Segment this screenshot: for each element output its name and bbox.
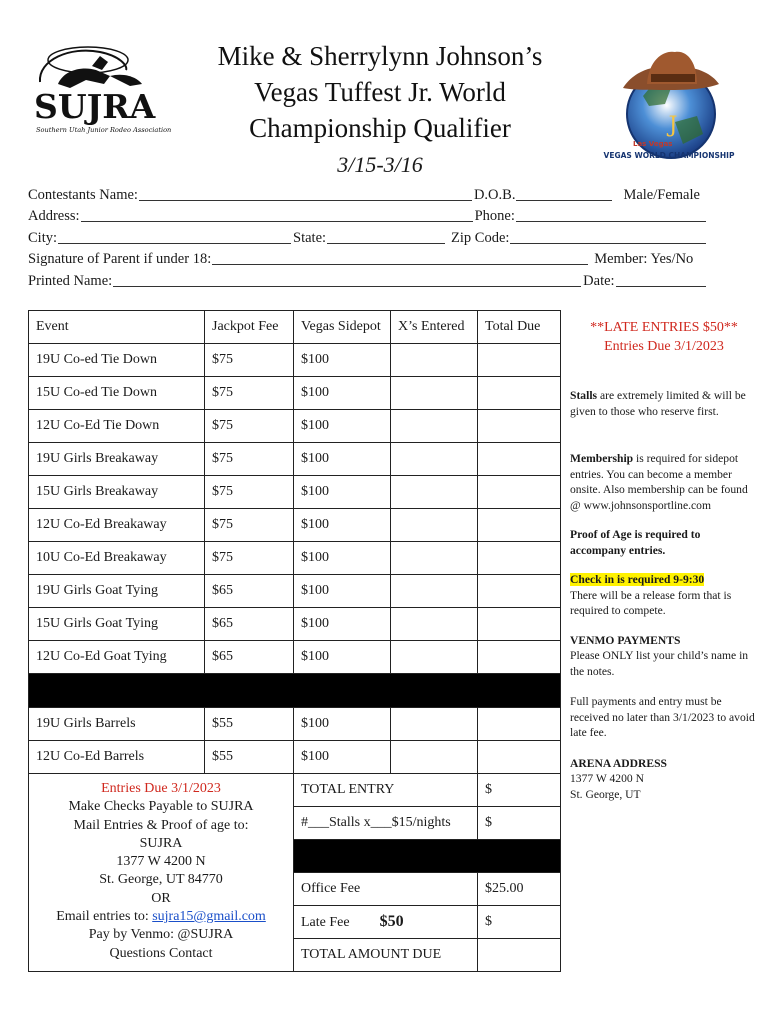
stalls-label[interactable]: #___Stalls x___$15/nights bbox=[294, 807, 478, 840]
member-label[interactable]: Member: Yes/No bbox=[594, 251, 694, 267]
table-row bbox=[29, 443, 561, 476]
state-label: State: bbox=[293, 229, 327, 246]
table-header-row bbox=[29, 311, 561, 344]
full-payment-note: Full payments and entry must be received no later than 3/1/2023 to avoid late fee. bbox=[570, 695, 755, 739]
stalls-value[interactable]: $ bbox=[478, 807, 561, 840]
table-row bbox=[29, 509, 561, 542]
mail-instructions bbox=[29, 774, 294, 972]
entered-cell[interactable] bbox=[391, 509, 478, 542]
dob-field[interactable] bbox=[516, 187, 612, 201]
late-fee-label: Late Fee bbox=[301, 915, 350, 930]
total-due-cell[interactable] bbox=[478, 443, 561, 476]
total-due-cell[interactable] bbox=[478, 708, 561, 741]
table-row bbox=[29, 608, 561, 641]
event-cell: 19U Girls Goat Tying bbox=[29, 575, 205, 608]
mail-or: OR bbox=[151, 890, 171, 906]
sidepot-cell: $100 bbox=[294, 741, 391, 774]
entered-cell[interactable] bbox=[391, 708, 478, 741]
svg-text:J: J bbox=[668, 113, 678, 138]
table-row bbox=[29, 476, 561, 509]
sidepot-cell: $100 bbox=[294, 708, 391, 741]
jackpot-fee-cell: $75 bbox=[205, 377, 294, 410]
table-row bbox=[29, 377, 561, 410]
jackpot-fee-cell: $75 bbox=[205, 509, 294, 542]
checkin-note: Check in is required 9-9:30 bbox=[570, 573, 705, 586]
date-label: Date: bbox=[583, 272, 615, 289]
jackpot-fee-cell: $75 bbox=[205, 443, 294, 476]
jackpot-fee-cell: $65 bbox=[205, 575, 294, 608]
jackpot-fee-cell: $75 bbox=[205, 344, 294, 377]
printed-name-label: Printed Name: bbox=[28, 272, 113, 289]
total-due-cell[interactable] bbox=[478, 476, 561, 509]
jackpot-fee-cell: $75 bbox=[205, 542, 294, 575]
total-due-cell[interactable] bbox=[478, 575, 561, 608]
entered-cell[interactable] bbox=[391, 641, 478, 674]
state-field[interactable] bbox=[327, 230, 445, 244]
logo-text: SUJRA bbox=[34, 87, 156, 126]
email-link[interactable]: sujra15@gmail.com bbox=[152, 909, 266, 925]
divider-row bbox=[29, 674, 561, 708]
event-cell: 15U Girls Breakaway bbox=[29, 476, 205, 509]
printed-name-field[interactable] bbox=[113, 273, 581, 287]
email-label: Email entries to: bbox=[56, 909, 153, 925]
table-row bbox=[29, 575, 561, 608]
late-entries-notice: **LATE ENTRIES $50** bbox=[590, 320, 738, 335]
mail-payable: Make Checks Payable to SUJRA bbox=[68, 799, 254, 815]
event-cell: 15U Co-ed Tie Down bbox=[29, 377, 205, 410]
arena-city: St. George, UT bbox=[570, 787, 641, 801]
logo-tagline: Southern Utah Junior Rodeo Association bbox=[36, 126, 172, 134]
entered-cell[interactable] bbox=[391, 608, 478, 641]
sidepot-cell: $100 bbox=[294, 608, 391, 641]
jackpot-fee-cell: $75 bbox=[205, 476, 294, 509]
total-due-cell[interactable] bbox=[478, 542, 561, 575]
membership-note: Membership is required for sidepot entries. You can become a member onsite. Also membership can be found @ www.johnsonsportline.com bbox=[570, 452, 748, 512]
sidepot-cell: $100 bbox=[294, 344, 391, 377]
sidepot-cell: $100 bbox=[294, 542, 391, 575]
col-jackpot: Jackpot Fee bbox=[205, 311, 294, 344]
entered-cell[interactable] bbox=[391, 476, 478, 509]
table-row bbox=[29, 344, 561, 377]
svg-text:Las Vegas: Las Vegas bbox=[633, 140, 673, 148]
table-row bbox=[29, 410, 561, 443]
late-fee-cell bbox=[294, 906, 478, 939]
jackpot-fee-cell: $55 bbox=[205, 708, 294, 741]
col-total: Total Due bbox=[478, 311, 561, 344]
entry-table bbox=[28, 310, 561, 972]
title-line-3: Championship Qualifier bbox=[249, 113, 511, 143]
sidepot-cell: $100 bbox=[294, 443, 391, 476]
sidepot-cell: $100 bbox=[294, 476, 391, 509]
table-row bbox=[29, 542, 561, 575]
sidepot-cell: $100 bbox=[294, 575, 391, 608]
sujra-logo bbox=[30, 40, 172, 140]
venmo-note: Please ONLY list your child’s name in the notes. bbox=[570, 649, 749, 678]
event-cell: 10U Co-Ed Breakaway bbox=[29, 542, 205, 575]
total-amount-value[interactable] bbox=[478, 939, 561, 972]
total-due-cell[interactable] bbox=[478, 509, 561, 542]
page-title bbox=[160, 38, 600, 146]
totals-row-1 bbox=[29, 774, 561, 807]
col-sidepot: Vegas Sidepot bbox=[294, 311, 391, 344]
total-entry-label: TOTAL ENTRY bbox=[294, 774, 478, 807]
entered-cell[interactable] bbox=[391, 542, 478, 575]
total-due-cell[interactable] bbox=[478, 608, 561, 641]
entered-cell[interactable] bbox=[391, 741, 478, 774]
total-due-cell[interactable] bbox=[478, 377, 561, 410]
mail-city: St. George, UT 84770 bbox=[99, 872, 223, 888]
event-cell: 12U Co-Ed Breakaway bbox=[29, 509, 205, 542]
sidepot-cell: $100 bbox=[294, 410, 391, 443]
event-dates: 3/15-3/16 bbox=[337, 152, 423, 177]
event-cell: 19U Co-ed Tie Down bbox=[29, 344, 205, 377]
signature-field[interactable] bbox=[212, 251, 588, 265]
event-cell: 15U Girls Goat Tying bbox=[29, 608, 205, 641]
mail-due: Entries Due 3/1/2023 bbox=[101, 781, 221, 796]
col-event: Event bbox=[29, 311, 205, 344]
entered-cell[interactable] bbox=[391, 344, 478, 377]
name-field[interactable] bbox=[139, 187, 472, 201]
table-row bbox=[29, 708, 561, 741]
total-due-cell[interactable] bbox=[478, 741, 561, 774]
entered-cell[interactable] bbox=[391, 443, 478, 476]
sidepot-cell: $100 bbox=[294, 377, 391, 410]
mail-org: SUJRA bbox=[139, 835, 183, 851]
vegas-championship-logo bbox=[603, 44, 735, 162]
event-cell: 19U Girls Barrels bbox=[29, 708, 205, 741]
total-entry-value[interactable]: $ bbox=[478, 774, 561, 807]
mail-entries: Mail Entries & Proof of age to: bbox=[73, 817, 249, 833]
sidepot-cell: $100 bbox=[294, 641, 391, 674]
entered-cell[interactable] bbox=[391, 377, 478, 410]
arena-street: 1377 W 4200 N bbox=[570, 772, 644, 785]
city-field[interactable] bbox=[58, 230, 291, 244]
jackpot-fee-cell: $55 bbox=[205, 741, 294, 774]
name-label: Contestants Name: bbox=[28, 186, 138, 203]
dob-label: D.O.B. bbox=[473, 186, 516, 203]
contestant-info bbox=[28, 182, 708, 290]
zip-field[interactable] bbox=[510, 230, 706, 244]
table-row bbox=[29, 641, 561, 674]
side-notes bbox=[570, 318, 758, 802]
office-fee-value: $25.00 bbox=[478, 873, 561, 906]
office-fee-label: Office Fee bbox=[294, 873, 478, 906]
event-cell: 12U Co-Ed Barrels bbox=[29, 741, 205, 774]
event-cell: 12U Co-Ed Tie Down bbox=[29, 410, 205, 443]
late-fee-value[interactable]: $ bbox=[478, 906, 561, 939]
phone-label: Phone: bbox=[474, 208, 515, 224]
date-field[interactable] bbox=[616, 273, 706, 287]
late-fee-amount: $50 bbox=[379, 913, 404, 930]
proof-of-age-note: Proof of Age is required to accompany entries. bbox=[570, 528, 701, 557]
gender-label[interactable]: Male/Female bbox=[623, 186, 700, 203]
event-cell: 19U Girls Breakaway bbox=[29, 443, 205, 476]
logo-text: VEGAS WORLD CHAMPIONSHIP bbox=[603, 151, 735, 160]
sidepot-cell: $100 bbox=[294, 509, 391, 542]
event-cell: 12U Co-Ed Goat Tying bbox=[29, 641, 205, 674]
total-amount-label: TOTAL AMOUNT DUE bbox=[294, 939, 478, 972]
phone-field[interactable] bbox=[516, 208, 706, 222]
total-due-cell[interactable] bbox=[478, 344, 561, 377]
release-note: There will be a release form that is required to compete. bbox=[570, 588, 732, 617]
jackpot-fee-cell: $65 bbox=[205, 608, 294, 641]
questions-contact: Questions Contact bbox=[109, 945, 213, 961]
venmo-info: Pay by Venmo: @SUJRA bbox=[88, 927, 234, 943]
address-label: Address: bbox=[28, 208, 80, 224]
table-row bbox=[29, 741, 561, 774]
arena-title: ARENA ADDRESS bbox=[570, 756, 667, 770]
entries-due-notice: Entries Due 3/1/2023 bbox=[604, 339, 724, 354]
jackpot-fee-cell: $65 bbox=[205, 641, 294, 674]
mail-street: 1377 W 4200 N bbox=[116, 854, 206, 870]
jackpot-fee-cell: $75 bbox=[205, 410, 294, 443]
col-entered: X’s Entered bbox=[391, 311, 478, 344]
venmo-title: VENMO PAYMENTS bbox=[570, 633, 681, 647]
total-due-cell[interactable] bbox=[478, 410, 561, 443]
title-line-1: Mike & Sherrylynn Johnson’s bbox=[217, 41, 543, 71]
signature-label: Signature of Parent if under 18: bbox=[28, 251, 212, 267]
address-field[interactable] bbox=[81, 208, 473, 222]
zip-label: Zip Code: bbox=[451, 229, 510, 246]
total-due-cell[interactable] bbox=[478, 641, 561, 674]
city-label: City: bbox=[28, 229, 58, 246]
entered-cell[interactable] bbox=[391, 575, 478, 608]
title-line-2: Vegas Tuffest Jr. World bbox=[254, 77, 506, 107]
entered-cell[interactable] bbox=[391, 410, 478, 443]
stalls-note: Stalls are extremely limited & will be given to those who reserve first. bbox=[570, 389, 746, 418]
